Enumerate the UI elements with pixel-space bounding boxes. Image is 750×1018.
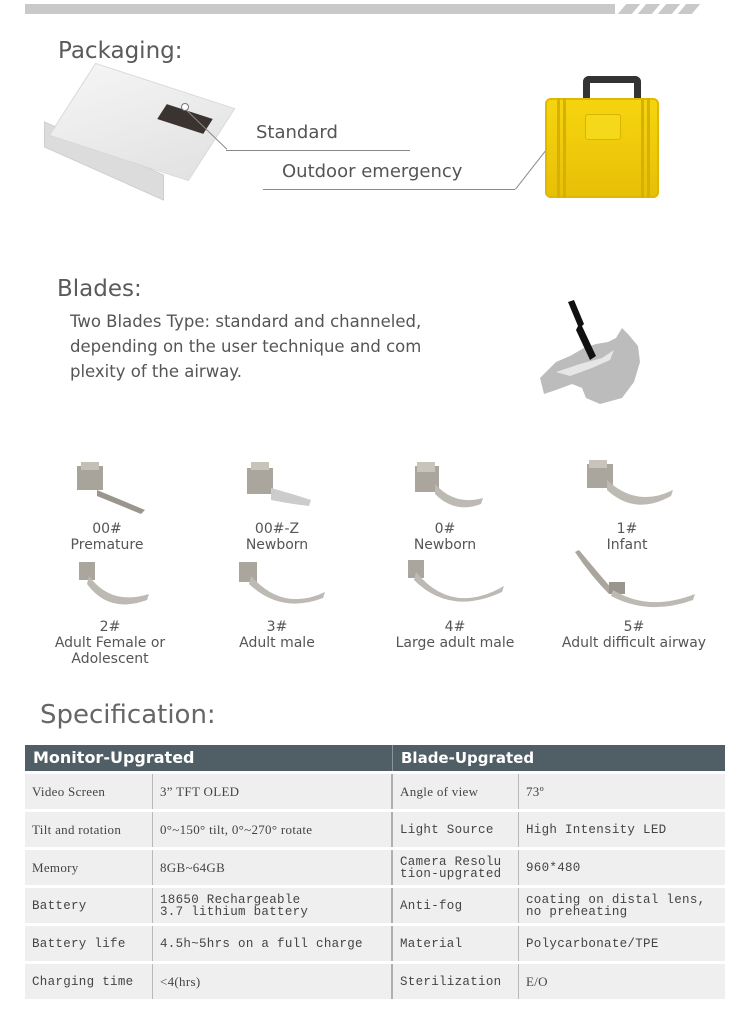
blade-item-00z: 00#-Z Newborn [222,460,332,553]
standard-box-image [42,78,202,208]
blade-image [65,558,155,614]
blade-image [405,460,485,516]
table-row: Memory 8GB~64GB Camera Resolu tion-upgrated 960*480 [25,847,725,885]
packaging-heading: Packaging: [58,38,183,64]
table-row: Tilt and rotation 0°~150° tilt, 0°~270° rotate Light Source High Intensity LED [25,809,725,847]
blade-item-2: 2# Adult Female or Adolescent [48,558,172,667]
airway-illustration [536,298,646,406]
outdoor-case-image [541,74,663,202]
standard-underline [226,150,410,151]
blade-item-1: 1# Infant [572,460,682,553]
table-row: Battery life 4.5h~5hrs on a full charge Material Polycarbonate/TPE [25,923,725,961]
blades-description: Two Blades Type: standard and channeled, depending on the user technique and com plexity of the airway. [70,312,422,381]
blade-item-0: 0# Newborn [390,460,500,553]
table-row: Battery 18650 Rechargeable 3.7 lithium battery Anti-fog coating on distal lens, no preheating [25,885,725,923]
blades-heading: Blades: [57,276,142,302]
top-decorative-bar [25,4,615,14]
blade-header: Blade-Upgrated [401,749,535,767]
table-row: Charging time <4(hrs) Sterilization E/O [25,961,725,999]
blade-item-00: 00# Premature [52,460,162,553]
packaging-option-standard: Standard [256,122,338,143]
blade-image [67,460,147,516]
packaging-option-outdoor: Outdoor emergency [282,161,463,182]
table-header [25,745,725,771]
blade-image [237,460,317,516]
blade-item-5: 5# Adult difficult airway [556,550,712,651]
table-row: Video Screen 3” TFT OLED Angle of view 73º [25,771,725,809]
blade-item-4: 4# Large adult male [390,558,520,651]
specification-table [25,745,725,999]
monitor-header: Monitor-Upgrated [25,745,393,771]
blade-image [577,460,677,516]
specification-heading: Specification: [40,700,216,730]
blade-image [227,558,327,614]
blade-image [400,558,510,614]
blade-item-3: 3# Adult male [222,558,332,651]
blade-image [569,550,699,614]
outdoor-underline [263,189,515,190]
top-stripes [618,4,718,14]
